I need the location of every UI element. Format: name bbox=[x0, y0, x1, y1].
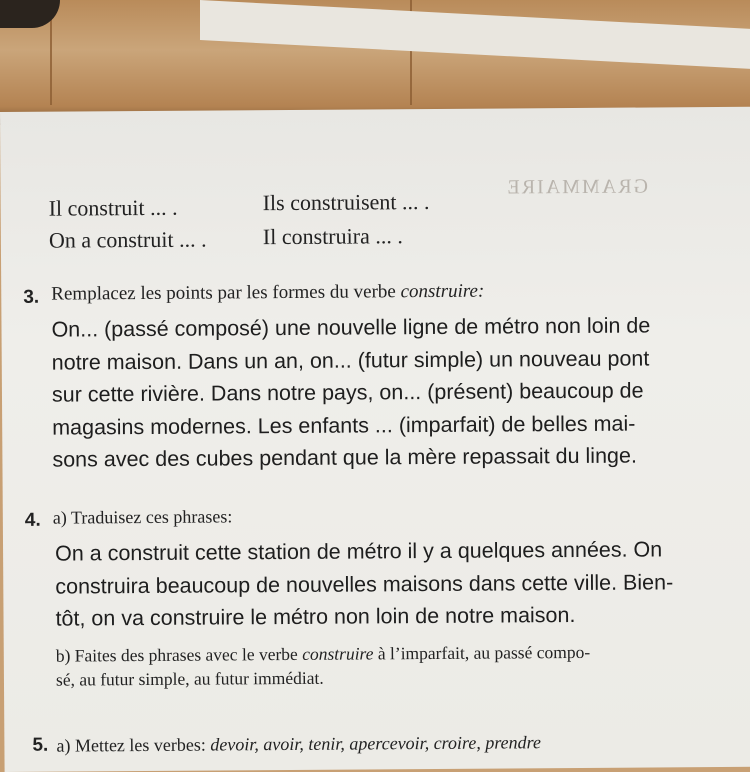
textbook-page bbox=[0, 107, 750, 772]
instruction-text: a) Mettez les verbes: bbox=[56, 734, 206, 756]
exercise-body bbox=[51, 309, 651, 476]
exercise-body bbox=[55, 533, 674, 635]
exercise-number: 3. bbox=[23, 286, 40, 308]
text-line: On a construit cette station de métro il y a quelques années. On bbox=[55, 537, 663, 566]
conjugation-cell: Ils construisent ... . bbox=[262, 189, 430, 216]
text-line: On... (passé composé) une nouvelle ligne de métro non loin de bbox=[51, 313, 651, 342]
subpart-verb: construire bbox=[302, 643, 374, 664]
exercise-number: 5. bbox=[32, 734, 49, 756]
exercise-instruction bbox=[56, 730, 541, 757]
text-line: sur cette rivière. Dans notre pays, on... (présent) beaucoup de bbox=[51, 378, 644, 407]
instruction-verbs: devoir, avoir, tenir, apercevoir, croire, prendre bbox=[210, 732, 542, 755]
conjugation-cell: On a construit ... . bbox=[48, 226, 207, 253]
exercise-subpart-line: sé, au futur simple, au futur immédiat. bbox=[55, 667, 324, 690]
text-line: tôt, on va construire le métro non loin de notre maison. bbox=[55, 602, 576, 631]
subpart-text: b) Faites des phrases avec le verbe bbox=[55, 643, 298, 666]
text-line: magasins modernes. Les enfants ... (imparfait) de belles mai- bbox=[52, 411, 636, 440]
instruction-verb: construire: bbox=[400, 280, 485, 303]
conjugation-cell: Il construit ... . bbox=[48, 194, 178, 221]
text-line: sons avec des cubes pendant que la mère repassait du linge. bbox=[52, 443, 637, 472]
instruction-text: Remplacez les points par les formes du verbe bbox=[51, 281, 396, 305]
conjugation-cell: Il construira ... . bbox=[262, 223, 403, 250]
exercise-subpart bbox=[56, 640, 591, 668]
text-line: construira beaucoup de nouvelles maisons dans cette ville. Bien- bbox=[55, 569, 674, 599]
text-line: notre maison. Dans un an, on... (futur simple) un nouveau pont bbox=[51, 345, 650, 375]
exercise-instruction: a) Traduisez ces phrases: bbox=[52, 506, 233, 528]
exercise-number: 4. bbox=[24, 509, 41, 531]
show-through-text: GRAMMAIRE bbox=[505, 175, 649, 199]
subpart-text: à l’imparfait, au passé compo- bbox=[377, 641, 591, 664]
exercise-instruction bbox=[51, 281, 484, 306]
